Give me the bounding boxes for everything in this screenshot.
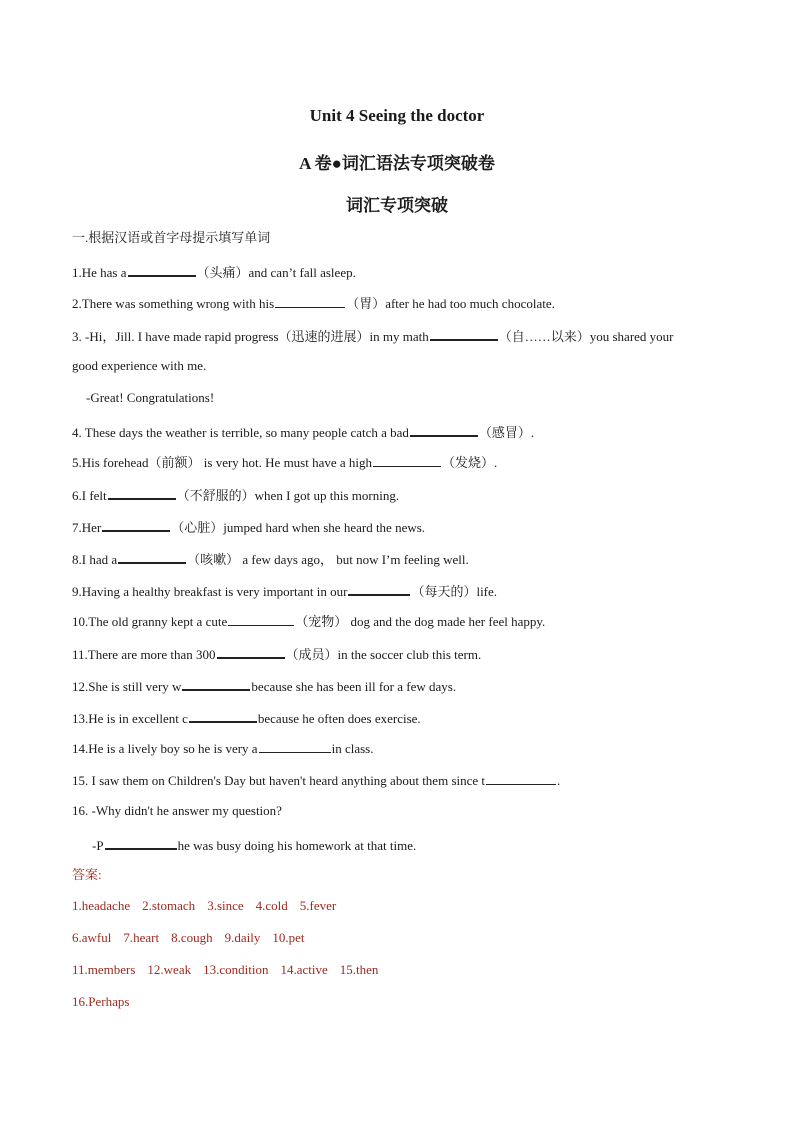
question-text: 12.She is still very w bbox=[72, 679, 182, 694]
question-text: because he often does exercise. bbox=[257, 711, 421, 726]
answer-item: 1.headache bbox=[72, 898, 131, 913]
answer-item: 6.awful bbox=[72, 930, 112, 945]
answer-item: 2.stomach bbox=[142, 898, 196, 913]
question-text: 3. -Hi，Jill. I have made rapid progress（迅速的进展）in my math bbox=[72, 329, 429, 344]
answer-blank[interactable] bbox=[182, 676, 250, 691]
question-text: because she has been ill for a few days. bbox=[251, 679, 457, 694]
question-6 bbox=[72, 485, 732, 504]
part-heading: 一.根据汉语或首字母提示填写单词 bbox=[72, 230, 271, 245]
answer-row bbox=[72, 994, 732, 1010]
answer-blank[interactable] bbox=[228, 612, 294, 626]
question-text: （发烧）. bbox=[442, 455, 498, 470]
answer-blank[interactable] bbox=[102, 517, 170, 532]
question-text: 15. I saw them on Children's Day but haven't heard anything about them since t bbox=[72, 773, 486, 788]
question-text: -P bbox=[92, 838, 104, 853]
answer-blank[interactable] bbox=[430, 326, 498, 341]
answer-blank[interactable] bbox=[348, 581, 410, 596]
question-text: （宠物） dog and the dog made her feel happy. bbox=[295, 614, 546, 629]
question-text: （成员）in the soccer club this term. bbox=[285, 647, 482, 662]
question-text: （咳嗽） a few days ago， but now I’m feeling well. bbox=[187, 552, 469, 567]
answer-blank[interactable] bbox=[217, 644, 285, 659]
question-text: （头痛）and can’t fall asleep. bbox=[196, 265, 356, 280]
answer-blank[interactable] bbox=[486, 771, 556, 785]
question-text: （胃）after he had too much chocolate. bbox=[346, 296, 555, 311]
question-text: 11.There are more than 300 bbox=[72, 647, 216, 662]
question-text: （自……以来）you shared your bbox=[498, 329, 674, 344]
question-text: 7.Her bbox=[72, 520, 102, 535]
question-4 bbox=[72, 422, 732, 441]
answer-item: 8.cough bbox=[171, 930, 213, 945]
answer-item: 5.fever bbox=[299, 898, 337, 913]
question-5 bbox=[72, 453, 732, 471]
question-text: 9.Having a healthy breakfast is very important in our bbox=[72, 584, 348, 599]
answer-item: 15.then bbox=[339, 962, 379, 977]
unit-title: Unit 4 Seeing the doctor bbox=[309, 106, 485, 125]
answer-blank[interactable] bbox=[275, 294, 345, 308]
question-text: in class. bbox=[331, 741, 374, 756]
question-15 bbox=[72, 771, 732, 789]
answer-item: 10.pet bbox=[272, 930, 305, 945]
question-text: （每天的）life. bbox=[411, 584, 498, 599]
question-13 bbox=[72, 708, 732, 727]
question-text: 2.There was something wrong with his bbox=[72, 296, 275, 311]
section-title: 词汇专项突破 bbox=[346, 196, 448, 215]
answer-blank[interactable] bbox=[189, 708, 257, 723]
answer-item: 4.cold bbox=[255, 898, 288, 913]
question-7 bbox=[72, 517, 732, 536]
worksheet-subtitle: A 卷●词汇语法专项突破卷 bbox=[299, 154, 495, 173]
question-3 bbox=[72, 326, 732, 345]
answer-item: 12.weak bbox=[147, 962, 192, 977]
answer-row bbox=[72, 930, 732, 946]
question-text: 14.He is a lively boy so he is very a bbox=[72, 741, 258, 756]
answer-item: 11.members bbox=[72, 962, 136, 977]
answer-item: 9.daily bbox=[224, 930, 261, 945]
question-16-reply bbox=[92, 835, 752, 854]
question-text: . bbox=[557, 773, 561, 788]
answer-item: 3.since bbox=[207, 898, 244, 913]
answer-blank[interactable] bbox=[118, 549, 186, 564]
question-12 bbox=[72, 676, 732, 695]
answer-row bbox=[72, 898, 732, 914]
question-text: 1.He has a bbox=[72, 265, 127, 280]
question-text: 4. These days the weather is terrible, so many people catch a bad bbox=[72, 425, 409, 440]
question-text: （不舒服的）when I got up this morning. bbox=[176, 488, 400, 503]
answer-blank[interactable] bbox=[410, 422, 478, 437]
question-8 bbox=[72, 549, 732, 568]
answer-blank[interactable] bbox=[373, 453, 441, 467]
question-3-continued: good experience with me. bbox=[72, 358, 207, 373]
question-11 bbox=[72, 644, 732, 663]
answer-row bbox=[72, 962, 732, 978]
question-9 bbox=[72, 581, 732, 600]
answer-item: 7.heart bbox=[123, 930, 160, 945]
question-16: 16. -Why didn't he answer my question? bbox=[72, 803, 282, 818]
answer-blank[interactable] bbox=[128, 262, 196, 277]
question-text: 6.I felt bbox=[72, 488, 107, 503]
answer-blank[interactable] bbox=[108, 485, 176, 500]
question-14 bbox=[72, 739, 732, 757]
question-text: 13.He is in excellent c bbox=[72, 711, 188, 726]
question-text: 8.I had a bbox=[72, 552, 118, 567]
answer-item: 13.condition bbox=[203, 962, 269, 977]
dialogue-reply: -Great! Congratulations! bbox=[86, 390, 215, 405]
question-text: （感冒）. bbox=[478, 425, 535, 440]
question-1 bbox=[72, 262, 732, 281]
question-10 bbox=[72, 612, 732, 630]
answer-item: 16.Perhaps bbox=[72, 994, 130, 1009]
question-text: （心脏）jumped hard when she heard the news. bbox=[171, 520, 426, 535]
answer-item: 14.active bbox=[280, 962, 328, 977]
question-2 bbox=[72, 294, 732, 312]
answer-blank[interactable] bbox=[105, 835, 177, 850]
question-text: he was busy doing his homework at that time. bbox=[177, 838, 417, 853]
answers-label: 答案: bbox=[72, 867, 102, 882]
answer-blank[interactable] bbox=[259, 739, 331, 753]
question-text: 5.His forehead（前额） is very hot. He must have a high bbox=[72, 455, 373, 470]
question-text: 10.The old granny kept a cute bbox=[72, 614, 228, 629]
